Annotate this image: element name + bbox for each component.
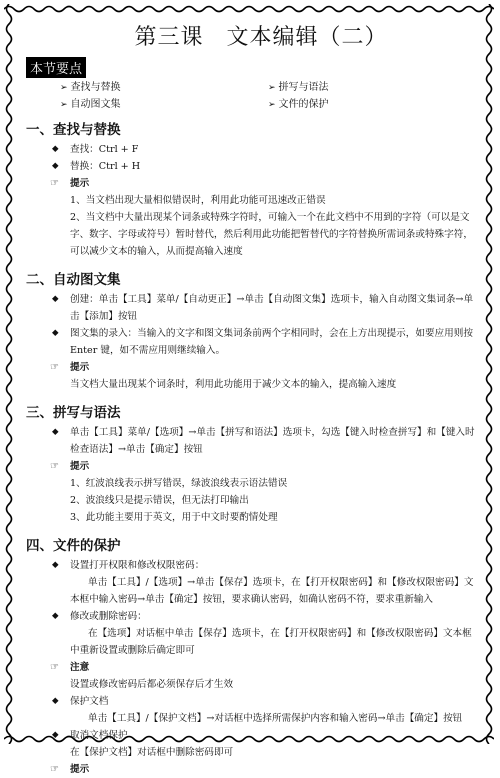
bullet-detail: 单击【工具】/【保护文档】→对话框中选择所需保护内容和输入密码→单击【确定】按钮 [88,713,463,724]
numbered-item: 2、当文档中大量出现某个词条或特殊字符时，可输入一个在此文档中不用到的字符（可以是文字、数字、字母或符号）暂时替代，然后利用此功能把暂替代的字符替换所需词条或特殊字符，可以减少文本的输入，从而提高输入速度 [70,212,473,257]
keypoints-label: 本节要点 [26,57,86,78]
pointing-hand-icon: ☞ [50,362,59,373]
document-body [26,20,476,778]
tip-heading [26,175,476,192]
note-text: 设置或修改密码后都必须保存后才生效 [70,679,234,690]
pointing-hand-icon: ☞ [50,662,59,673]
bullet-item: ◆ 设置打开权限和修改权限密码： [26,557,476,574]
bullet-item: ◆ 图文集的录入：当输入的文字和图文集词条前两个字相同时，会在上方出现提示，如要应用则按 Enter 键，如不需应用则继续输入。 [26,325,476,359]
tip-heading [26,359,476,376]
numbered-item: 2、波浪线只是提示错误，但无法打印输出 [70,495,249,506]
border-top [4,4,494,14]
pointing-hand-icon: ☞ [50,178,59,189]
bullet-item: ◆ 创建：单击【工具】菜单/【自动更正】→单击【自动图文集】选项卡，输入自动图文集词条→单击【添加】按钮 [26,291,476,325]
tip-label: 提示 [70,178,90,189]
bullet-detail: 在【保护文档】对话框中删除密码即可 [70,747,234,758]
page-title: 第三课 文本编辑（二） [134,25,388,50]
keypoints-list [60,78,476,110]
tip-label: 提示 [70,461,90,472]
section-heading: 四、文件的保护 [26,538,121,554]
note-heading [26,659,476,676]
bullet-item: ◆ 单击【工具】菜单/【选项】→单击【拼写和语法】选项卡，勾选【键入时检查拼写】和【键入时检查语法】→单击【确定】按钮 [26,424,476,458]
bullet-item: ◆ 保护文档 [26,693,476,710]
keypoint-item: ➢ 自动图文集 [60,95,268,110]
border-right [484,4,494,744]
border-left [4,4,14,744]
numbered-item: 1、当文档出现大量相似错误时，利用此功能可迅速改正错误 [70,195,326,206]
bullet-item: ◆ 替换：Ctrl + H [26,158,476,175]
section-heading: 三、拼写与语法 [26,405,121,421]
tip-heading [26,761,476,778]
bullet-item: ◆ 修改或删除密码： [26,608,476,625]
numbered-item: 1、红波浪线表示拼写错误，绿波浪线表示语法错误 [70,478,288,489]
bullet-detail: 单击【工具】/【选项】→单击【保存】选项卡，在【打开权限密码】和【修改权限密码】文本框中输入密码→单击【确定】按钮，要求确认密码，如确认密码不符，要求重新输入 [70,577,474,605]
tip-label: 提示 [70,764,90,775]
keypoint-item: ➢ 拼写与语法 [268,78,476,93]
section-heading: 一、查找与替换 [26,122,121,138]
keypoint-item: ➢ 查找与替换 [60,78,268,93]
pointing-hand-icon: ☞ [50,461,59,472]
tip-heading [26,458,476,475]
bullet-detail: 在【选项】对话框中单击【保存】选项卡，在【打开权限密码】和【修改权限密码】文本框中重新设置或删除后确定即可 [70,628,472,656]
keypoint-item: ➢ 文件的保护 [268,95,476,110]
bullet-item: ◆ 查找：Ctrl + F [26,141,476,158]
bullet-item: ◆ 取消文档保护 [26,727,476,744]
tip-text: 当文档大量出现某个词条时，利用此功能用于减少文本的输入，提高输入速度 [70,379,397,390]
section-heading: 二、自动图文集 [26,272,121,288]
numbered-item: 3、此功能主要用于英文，用于中文时要酌情处理 [70,512,278,523]
pointing-hand-icon: ☞ [50,764,59,775]
tip-label: 提示 [70,362,90,373]
note-label: 注意 [70,662,90,673]
